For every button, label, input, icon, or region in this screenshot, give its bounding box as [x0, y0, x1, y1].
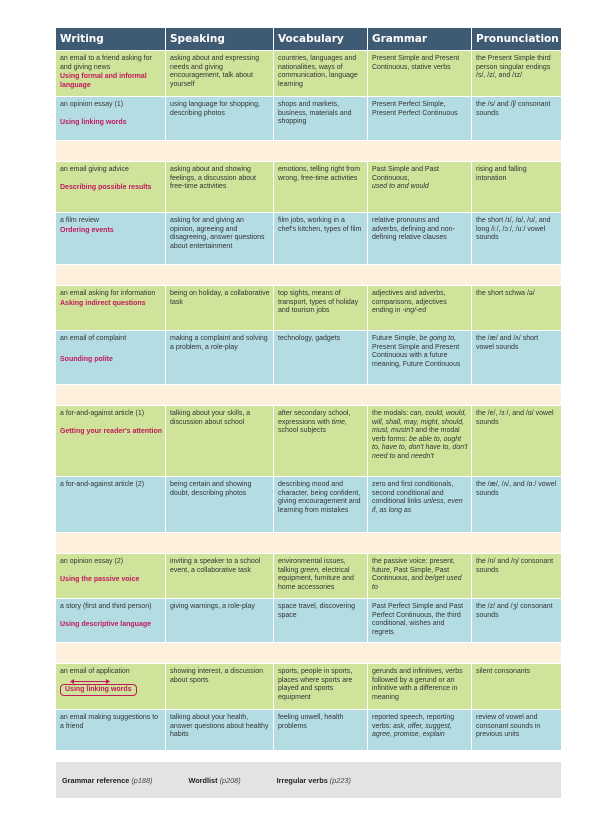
table-row — [56, 161, 561, 212]
vocabulary-text: after secondary school, expressions with — [278, 410, 351, 426]
writing-skill: Asking indirect questions — [60, 299, 146, 307]
table-row — [56, 476, 561, 532]
writing-skill: Using descriptive language — [60, 620, 152, 628]
table-row — [56, 50, 561, 96]
grammar-text: zero and first conditionals, second conditional and conditional links — [372, 481, 454, 506]
grammar-cell: Present Perfect Simple, Present Perfect Continuous — [368, 97, 472, 140]
grammar-cell — [368, 477, 472, 532]
speaking-cell: making a complaint and solving a problem, a role-play — [166, 331, 274, 384]
vocabulary-cell: sports, people in sports, places where sports are played and sports equipment — [274, 664, 368, 709]
unit-divider — [56, 642, 561, 663]
speaking-cell: talking about your health, answer questions about healthy habits — [166, 710, 274, 750]
pronunciation-cell: the /æ/ and /ʌ/ short vowel sounds — [472, 331, 561, 384]
grammar-text-italic: used to and would — [372, 183, 429, 191]
header-row — [56, 28, 561, 50]
grammar-text: the modals: — [372, 410, 411, 417]
table-row — [56, 212, 561, 264]
unit-divider — [56, 140, 561, 161]
writing-cell — [56, 51, 166, 96]
vocabulary-cell: shops and markets, business, materials and shopping — [274, 97, 368, 140]
writing-cell — [56, 286, 166, 330]
writing-skill: Using formal and informal language — [60, 73, 147, 89]
writing-text: an email giving advice — [60, 166, 129, 173]
speaking-cell: giving warnings, a role-play — [166, 599, 274, 642]
pronunciation-cell: the /z/ and /ʒ/ consonant sounds — [472, 599, 561, 642]
pronunciation-cell: the short schwa /ə/ — [472, 286, 561, 330]
pronunciation-cell: silent consonants — [472, 664, 561, 709]
grammar-reference-page: (p188) — [131, 775, 153, 785]
header-pronunciation: Pronunciation — [472, 28, 561, 50]
pronunciation-cell: rising and falling intonation — [472, 162, 561, 212]
grammar-text: reported speech, reporting verbs: — [372, 714, 455, 730]
speaking-cell: asking for and giving an opinion, agreeing and disagreeing, answer questions about entertainment — [166, 213, 274, 264]
header-speaking: Speaking — [166, 28, 274, 50]
writing-skill: Sounding polite — [60, 355, 113, 363]
pronunciation-cell: the Present Simple third person singular endings /s/, /z/, and /ɪz/ — [472, 51, 561, 96]
pronunciation-cell: the /æ/, /ʌ/, and /ɑː/ vowel sounds — [472, 477, 561, 532]
writing-cell: a for-and-against article (2) — [56, 477, 166, 532]
grammar-text: and — [395, 452, 411, 460]
writing-text: an opinion essay (1) — [60, 101, 124, 108]
pronunciation-cell: review of vowel and consonant sounds in previous units — [472, 710, 561, 750]
wordlist-label: Wordlist — [188, 775, 218, 785]
pronunciation-cell: the /s/ and /ʃ/ consonant sounds — [472, 97, 561, 140]
grammar-text: Future Simple, — [372, 335, 420, 342]
writing-text: an email of complaint — [60, 335, 127, 342]
writing-skill: Using linking words — [60, 684, 137, 697]
grammar-cell — [368, 710, 472, 750]
linking-words-box — [60, 680, 137, 697]
wordlist-link[interactable] — [188, 776, 240, 785]
grammar-cell — [368, 162, 472, 212]
pronunciation-cell: the short /ɪ/, /ɒ/, /ʊ/, and long /iː/, /ɔː/, /uː/ vowel sounds — [472, 213, 561, 264]
writing-cell — [56, 331, 166, 384]
unit-divider — [56, 264, 561, 285]
grammar-text-italic: ask, offer, suggest, agree, promise, explain — [372, 722, 452, 739]
writing-text: a story (first and third person) — [60, 603, 152, 610]
vocabulary-text-italic: green, — [300, 566, 321, 574]
table-row — [56, 709, 561, 750]
writing-text: an email to a friend asking for and giving news — [60, 55, 152, 71]
table-row — [56, 405, 561, 476]
vocabulary-cell: feeling unwell, health problems — [274, 710, 368, 750]
speaking-cell: asking about and showing feelings, a discussion about free-time activities — [166, 162, 274, 212]
writing-text: an email asking for information — [60, 290, 156, 297]
speaking-cell: asking about and expressing needs and giving encouragement, talk about yourself — [166, 51, 274, 96]
grammar-text: Present Simple and Present Continuous with a future meaning, Future Continuous — [372, 343, 461, 368]
writing-skill: Using the passive voice — [60, 575, 140, 583]
grammar-text: adjectives and adverbs, comparisons, adjectives ending in — [372, 290, 447, 315]
vocabulary-text-italic: time, — [331, 418, 347, 426]
grammar-cell — [368, 331, 472, 384]
writing-cell — [56, 213, 166, 264]
irregular-verbs-link[interactable] — [277, 776, 351, 785]
grammar-text-italic: be going to, — [419, 335, 457, 342]
irregular-verbs-page: (p223) — [329, 775, 351, 785]
vocabulary-cell: technology, gadgets — [274, 331, 368, 384]
grammar-text-italic: can, could, would, will, shall, may, might, should, must, mustn't — [372, 410, 467, 435]
grammar-text: the passive voice: present, future, Past Simple, Past Continuous, and — [372, 558, 455, 583]
vocabulary-cell: describing mood and character, being confident, giving encouragement and learning from mistakes — [274, 477, 368, 532]
writing-text: a for-and-against article (1) — [60, 410, 145, 417]
writing-skill: Getting your reader's attention — [60, 427, 163, 435]
speaking-cell: being certain and showing doubt, describing photos — [166, 477, 274, 532]
vocabulary-text: electrical equipment, furniture and home accessories — [278, 566, 354, 591]
speaking-cell: showing interest, a discussion about sports — [166, 664, 274, 709]
vocabulary-cell — [274, 554, 368, 598]
unit-divider — [56, 384, 561, 405]
writing-skill: Using linking words — [60, 118, 127, 126]
header-vocabulary: Vocabulary — [274, 28, 368, 50]
writing-skill: Ordering events — [60, 226, 114, 234]
table-row — [56, 598, 561, 642]
writing-text: an email of application — [60, 668, 130, 675]
vocabulary-cell: emotions, telling right from wrong, free-time activities — [274, 162, 368, 212]
writing-text: an opinion essay (2) — [60, 558, 124, 565]
syllabus-table — [56, 28, 561, 750]
header-grammar: Grammar — [368, 28, 472, 50]
vocabulary-cell: film jobs, working in a chef's kitchen, types of film — [274, 213, 368, 264]
speaking-cell: being on holiday, a collaborative task — [166, 286, 274, 330]
writing-skill: Describing possible results — [60, 183, 152, 191]
grammar-text-italic: -ing/-ed — [402, 307, 427, 315]
irregular-verbs-label: Irregular verbs — [276, 775, 328, 785]
grammar-cell — [368, 554, 472, 598]
grammar-cell — [368, 286, 472, 330]
table-row — [56, 553, 561, 598]
table-row — [56, 96, 561, 140]
vocabulary-cell: countries, languages and nationalities, ways of communication, language learning — [274, 51, 368, 96]
grammar-reference-label: Grammar reference — [62, 775, 130, 785]
writing-cell — [56, 599, 166, 642]
writing-cell — [56, 406, 166, 476]
footer-links — [56, 762, 561, 798]
header-writing: Writing — [56, 28, 166, 50]
vocabulary-text: environmental issues, talking — [278, 558, 346, 574]
grammar-text-italic: unless, even if, as long as — [372, 498, 463, 514]
grammar-text-italic: needn't — [410, 452, 434, 460]
grammar-cell: Past Perfect Simple and Past Perfect Continuous, the third conditional, wishes and regrets — [368, 599, 472, 642]
wordlist-page: (p208) — [219, 775, 241, 785]
pronunciation-cell: the /e/, /ɜː/, and /ɑ/ vowel sounds — [472, 406, 561, 476]
grammar-reference-link[interactable] — [62, 776, 152, 785]
grammar-text: Past Simple and Past Continuous, — [372, 166, 439, 182]
table-row — [56, 330, 561, 384]
vocabulary-cell: space travel, discovering space — [274, 599, 368, 642]
writing-cell — [56, 97, 166, 140]
writing-text: a film review — [60, 217, 99, 224]
unit-divider — [56, 532, 561, 553]
vocabulary-cell — [274, 406, 368, 476]
grammar-text-italic: be/get used to — [372, 575, 462, 591]
table-row — [56, 663, 561, 709]
vocabulary-cell: top sights, means of transport, types of holiday and tourism jobs — [274, 286, 368, 330]
double-arrow-icon — [70, 678, 110, 685]
writing-cell — [56, 664, 166, 709]
writing-cell — [56, 162, 166, 212]
speaking-cell: inviting a speaker to a school event, a collaborative task — [166, 554, 274, 598]
speaking-cell: talking about your skills, a discussion about school — [166, 406, 274, 476]
grammar-text-italic: be able to, ought to, have to, don't have to, don't need to — [372, 435, 468, 460]
grammar-cell: relative pronouns and adverbs, defining and non-defining relative clauses — [368, 213, 472, 264]
speaking-cell: using language for shopping, describing photos — [166, 97, 274, 140]
grammar-cell — [368, 406, 472, 476]
grammar-cell: gerunds and infinitives, verbs followed by a gerund or an infinitive with a difference in meaning — [368, 664, 472, 709]
grammar-cell: Present Simple and Present Continuous, stative verbs — [368, 51, 472, 96]
vocabulary-text: school subjects — [278, 427, 326, 435]
pronunciation-cell: the /n/ and /ŋ/ consonant sounds — [472, 554, 561, 598]
grammar-text: and the modal verb forms: — [372, 427, 460, 443]
writing-cell — [56, 554, 166, 598]
writing-cell: an email making suggestions to a friend — [56, 710, 166, 750]
table-row — [56, 285, 561, 330]
